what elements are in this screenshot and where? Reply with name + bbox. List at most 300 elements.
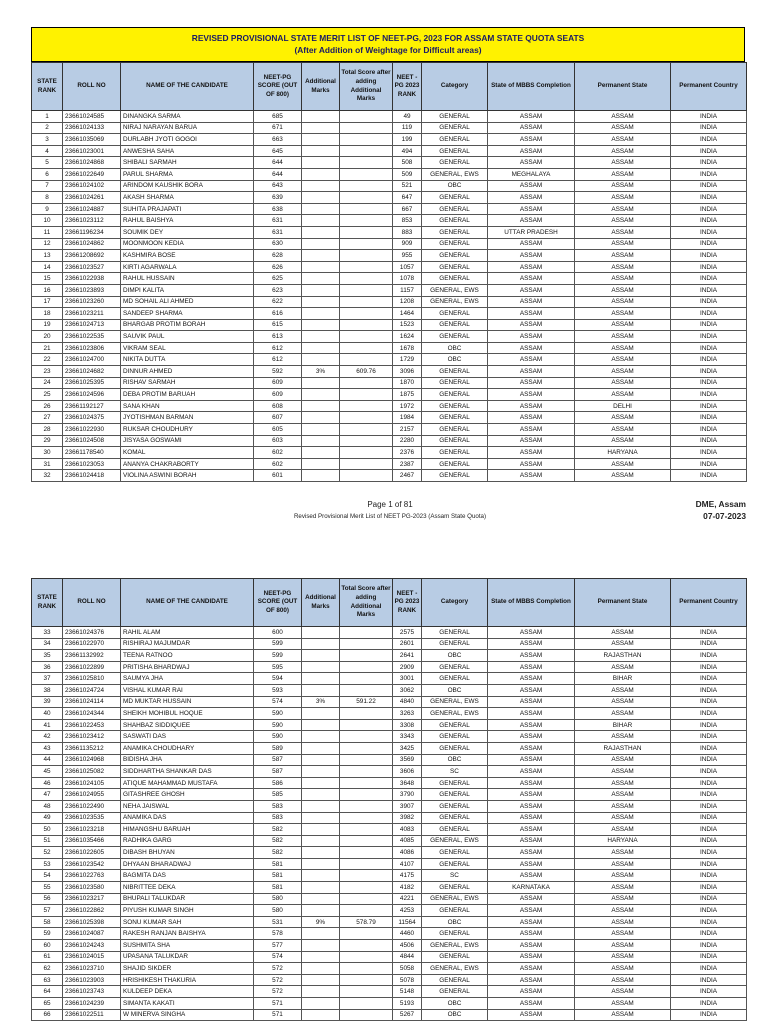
- cell-state-rank: 3: [32, 134, 63, 146]
- cell-state-rank: 28: [32, 424, 63, 436]
- cell-roll-no: 23661022899: [63, 661, 121, 673]
- cell-score: 671: [254, 122, 302, 134]
- table-row: [32, 366, 747, 378]
- cell-total-score: 609.76: [340, 366, 393, 378]
- header-state-rank: STATE RANK: [32, 579, 63, 627]
- cell-neet-rank: 199: [393, 134, 422, 146]
- cell-category: OBC: [422, 754, 488, 766]
- cell-mbbs-state: ASSAM: [488, 238, 575, 250]
- cell-state-rank: 20: [32, 331, 63, 343]
- cell-total-score: [340, 998, 393, 1010]
- cell-neet-rank: 1523: [393, 319, 422, 331]
- cell-state-rank: 66: [32, 1009, 63, 1021]
- cell-state-rank: 34: [32, 638, 63, 650]
- cell-name: NIBRITTEE DEKA: [121, 882, 254, 894]
- cell-mbbs-state: ASSAM: [488, 261, 575, 273]
- cell-total-score: [340, 168, 393, 180]
- table-row: [32, 940, 747, 952]
- cell-neet-rank: 1157: [393, 284, 422, 296]
- cell-additional-marks: [302, 122, 340, 134]
- table-row: [32, 157, 747, 169]
- cell-permanent-country: INDIA: [671, 974, 747, 986]
- cell-permanent-country: INDIA: [671, 168, 747, 180]
- table-row: [32, 273, 747, 285]
- cell-category: GENERAL: [422, 273, 488, 285]
- cell-permanent-state: ASSAM: [575, 916, 671, 928]
- cell-permanent-state: ASSAM: [575, 145, 671, 157]
- cell-category: GENERAL: [422, 145, 488, 157]
- cell-roll-no: 23661024596: [63, 389, 121, 401]
- cell-permanent-state: ASSAM: [575, 684, 671, 696]
- cell-mbbs-state: ASSAM: [488, 273, 575, 285]
- cell-permanent-country: INDIA: [671, 916, 747, 928]
- cell-roll-no: 23661022605: [63, 847, 121, 859]
- table-row: [32, 470, 747, 482]
- cell-permanent-country: INDIA: [671, 180, 747, 192]
- header-permanent-state: Permanent State: [575, 579, 671, 627]
- cell-total-score: [340, 661, 393, 673]
- cell-name: PIYUSH KUMAR SINGH: [121, 905, 254, 917]
- cell-score: 593: [254, 684, 302, 696]
- cell-neet-rank: 2575: [393, 627, 422, 639]
- cell-mbbs-state: ASSAM: [488, 812, 575, 824]
- cell-score: 630: [254, 238, 302, 250]
- cell-total-score: [340, 719, 393, 731]
- cell-neet-rank: 5058: [393, 963, 422, 975]
- cell-permanent-country: INDIA: [671, 319, 747, 331]
- cell-name: SHIBALI SARMAH: [121, 157, 254, 169]
- cell-score: 615: [254, 319, 302, 331]
- cell-additional-marks: [302, 308, 340, 320]
- cell-additional-marks: [302, 731, 340, 743]
- cell-category: OBC: [422, 650, 488, 662]
- table-row: [32, 226, 747, 238]
- cell-mbbs-state: ASSAM: [488, 331, 575, 343]
- cell-neet-rank: 4460: [393, 928, 422, 940]
- cell-mbbs-state: ASSAM: [488, 835, 575, 847]
- cell-permanent-country: INDIA: [671, 893, 747, 905]
- cell-additional-marks: [302, 789, 340, 801]
- cell-roll-no: 23661023710: [63, 963, 121, 975]
- table-row: [32, 951, 747, 963]
- cell-additional-marks: [302, 331, 340, 343]
- cell-roll-no: 23661024887: [63, 203, 121, 215]
- cell-total-score: [340, 870, 393, 882]
- cell-permanent-country: INDIA: [671, 215, 747, 227]
- cell-category: GENERAL: [422, 111, 488, 123]
- cell-neet-rank: 4175: [393, 870, 422, 882]
- table-row: [32, 893, 747, 905]
- cell-category: SC: [422, 870, 488, 882]
- cell-total-score: 591.22: [340, 696, 393, 708]
- cell-neet-rank: 1057: [393, 261, 422, 273]
- cell-permanent-state: ASSAM: [575, 284, 671, 296]
- cell-permanent-state: ASSAM: [575, 168, 671, 180]
- cell-permanent-state: ASSAM: [575, 1009, 671, 1021]
- cell-category: GENERAL: [422, 789, 488, 801]
- cell-permanent-country: INDIA: [671, 847, 747, 859]
- cell-permanent-country: INDIA: [671, 882, 747, 894]
- table-row: [32, 122, 747, 134]
- cell-total-score: [340, 940, 393, 952]
- cell-roll-no: 23661024087: [63, 928, 121, 940]
- cell-roll-no: 23661192127: [63, 400, 121, 412]
- cell-mbbs-state: ASSAM: [488, 111, 575, 123]
- cell-category: GENERAL: [422, 742, 488, 754]
- cell-category: GENERAL: [422, 627, 488, 639]
- table-row: [32, 928, 747, 940]
- cell-permanent-country: INDIA: [671, 928, 747, 940]
- cell-neet-rank: 3790: [393, 789, 422, 801]
- cell-category: GENERAL: [422, 986, 488, 998]
- header-neet-rank: NEET - PG 2023 RANK: [393, 579, 422, 627]
- cell-roll-no: 23661022763: [63, 870, 121, 882]
- cell-total-score: [340, 447, 393, 459]
- cell-category: GENERAL, EWS: [422, 963, 488, 975]
- cell-score: 631: [254, 226, 302, 238]
- cell-name: GITASHREE GHOSH: [121, 789, 254, 801]
- cell-roll-no: 23661025082: [63, 766, 121, 778]
- cell-neet-rank: 2157: [393, 424, 422, 436]
- cell-score: 643: [254, 180, 302, 192]
- cell-neet-rank: 1208: [393, 296, 422, 308]
- cell-total-score: [340, 835, 393, 847]
- cell-permanent-state: ASSAM: [575, 215, 671, 227]
- cell-score: 605: [254, 424, 302, 436]
- cell-roll-no: 23661024713: [63, 319, 121, 331]
- cell-total-score: [340, 893, 393, 905]
- table-row: [32, 824, 747, 836]
- cell-state-rank: 47: [32, 789, 63, 801]
- cell-roll-no: 23661023893: [63, 284, 121, 296]
- cell-category: GENERAL, EWS: [422, 893, 488, 905]
- cell-state-rank: 10: [32, 215, 63, 227]
- cell-roll-no: 23661024375: [63, 412, 121, 424]
- table-row: [32, 342, 747, 354]
- table-row: [32, 319, 747, 331]
- cell-permanent-country: INDIA: [671, 458, 747, 470]
- cell-permanent-country: INDIA: [671, 650, 747, 662]
- cell-roll-no: 23661022862: [63, 905, 121, 917]
- cell-total-score: [340, 238, 393, 250]
- table-row: [32, 754, 747, 766]
- cell-additional-marks: [302, 998, 340, 1010]
- cell-name: RUKSAR CHOUDHURY: [121, 424, 254, 436]
- cell-state-rank: 41: [32, 719, 63, 731]
- cell-mbbs-state: ASSAM: [488, 354, 575, 366]
- cell-additional-marks: [302, 905, 340, 917]
- cell-neet-rank: 3096: [393, 366, 422, 378]
- cell-score: 571: [254, 1009, 302, 1021]
- cell-additional-marks: [302, 180, 340, 192]
- cell-score: 587: [254, 766, 302, 778]
- cell-permanent-state: ASSAM: [575, 963, 671, 975]
- table-row: [32, 145, 747, 157]
- cell-state-rank: 43: [32, 742, 63, 754]
- cell-additional-marks: [302, 719, 340, 731]
- cell-roll-no: 23661023412: [63, 731, 121, 743]
- table-row: [32, 963, 747, 975]
- cell-score: 571: [254, 998, 302, 1010]
- cell-name: ARINDOM KAUSHIK BORA: [121, 180, 254, 192]
- cell-neet-rank: 3569: [393, 754, 422, 766]
- cell-state-rank: 65: [32, 998, 63, 1010]
- cell-state-rank: 9: [32, 203, 63, 215]
- cell-name: HIMANGSHU BARUAH: [121, 824, 254, 836]
- cell-permanent-state: ASSAM: [575, 250, 671, 262]
- cell-mbbs-state: ASSAM: [488, 296, 575, 308]
- header-mbbs-state: State of MBBS Completion: [488, 63, 575, 111]
- cell-state-rank: 44: [32, 754, 63, 766]
- table-row: [32, 111, 747, 123]
- cell-additional-marks: [302, 638, 340, 650]
- cell-category: GENERAL: [422, 203, 488, 215]
- cell-roll-no: 23661025395: [63, 377, 121, 389]
- cell-permanent-state: ASSAM: [575, 458, 671, 470]
- cell-roll-no: 23661196234: [63, 226, 121, 238]
- cell-total-score: [340, 963, 393, 975]
- cell-category: GENERAL: [422, 192, 488, 204]
- cell-permanent-state: ASSAM: [575, 435, 671, 447]
- cell-permanent-state: ASSAM: [575, 812, 671, 824]
- cell-neet-rank: 1972: [393, 400, 422, 412]
- cell-permanent-country: INDIA: [671, 238, 747, 250]
- cell-neet-rank: 1464: [393, 308, 422, 320]
- cell-mbbs-state: ASSAM: [488, 134, 575, 146]
- cell-name: DURLABH JYOTI GOGOI: [121, 134, 254, 146]
- cell-permanent-state: ASSAM: [575, 870, 671, 882]
- table-row: [32, 168, 747, 180]
- cell-additional-marks: [302, 296, 340, 308]
- cell-permanent-state: ASSAM: [575, 951, 671, 963]
- cell-state-rank: 24: [32, 377, 63, 389]
- cell-additional-marks: [302, 238, 340, 250]
- cell-name: ANWESHA SAHA: [121, 145, 254, 157]
- cell-permanent-country: INDIA: [671, 308, 747, 320]
- cell-additional-marks: [302, 377, 340, 389]
- cell-mbbs-state: ASSAM: [488, 342, 575, 354]
- table-header-row: [32, 63, 747, 111]
- table-row: [32, 331, 747, 343]
- cell-total-score: [340, 284, 393, 296]
- table-row: [32, 238, 747, 250]
- header-additional-marks: Additional Marks: [302, 63, 340, 111]
- cell-additional-marks: [302, 673, 340, 685]
- cell-total-score: [340, 731, 393, 743]
- cell-additional-marks: [302, 847, 340, 859]
- cell-state-rank: 52: [32, 847, 63, 859]
- cell-permanent-state: ASSAM: [575, 789, 671, 801]
- cell-state-rank: 35: [32, 650, 63, 662]
- cell-permanent-state: ASSAM: [575, 754, 671, 766]
- cell-category: GENERAL: [422, 858, 488, 870]
- cell-total-score: [340, 122, 393, 134]
- cell-roll-no: 23661024724: [63, 684, 121, 696]
- cell-category: SC: [422, 766, 488, 778]
- cell-additional-marks: [302, 192, 340, 204]
- table-row: [32, 447, 747, 459]
- cell-total-score: [340, 226, 393, 238]
- cell-additional-marks: [302, 928, 340, 940]
- header-category: Category: [422, 63, 488, 111]
- cell-score: 595: [254, 661, 302, 673]
- cell-mbbs-state: ASSAM: [488, 650, 575, 662]
- cell-neet-rank: 4085: [393, 835, 422, 847]
- cell-score: 582: [254, 847, 302, 859]
- cell-permanent-country: INDIA: [671, 296, 747, 308]
- cell-total-score: [340, 331, 393, 343]
- cell-permanent-state: ASSAM: [575, 226, 671, 238]
- cell-category: GENERAL, EWS: [422, 940, 488, 952]
- header-state-rank: STATE RANK: [32, 63, 63, 111]
- cell-score: 583: [254, 812, 302, 824]
- cell-permanent-country: INDIA: [671, 684, 747, 696]
- cell-score: 582: [254, 835, 302, 847]
- cell-state-rank: 13: [32, 250, 63, 262]
- cell-category: GENERAL: [422, 157, 488, 169]
- cell-name: RAHIL ALAM: [121, 627, 254, 639]
- cell-name: VIOLINA ASWINI BORAH: [121, 470, 254, 482]
- cell-roll-no: 23661024868: [63, 157, 121, 169]
- cell-state-rank: 16: [32, 284, 63, 296]
- cell-neet-rank: 2909: [393, 661, 422, 673]
- cell-permanent-state: ASSAM: [575, 627, 671, 639]
- cell-category: GENERAL: [422, 458, 488, 470]
- cell-permanent-country: INDIA: [671, 858, 747, 870]
- table-row: [32, 847, 747, 859]
- cell-state-rank: 30: [32, 447, 63, 459]
- cell-permanent-state: ASSAM: [575, 412, 671, 424]
- cell-permanent-country: INDIA: [671, 754, 747, 766]
- cell-roll-no: 23661024239: [63, 998, 121, 1010]
- cell-state-rank: 25: [32, 389, 63, 401]
- cell-total-score: [340, 250, 393, 262]
- cell-state-rank: 37: [32, 673, 63, 685]
- cell-total-score: [340, 627, 393, 639]
- cell-mbbs-state: ASSAM: [488, 400, 575, 412]
- cell-roll-no: 23661024418: [63, 470, 121, 482]
- cell-score: 608: [254, 400, 302, 412]
- cell-permanent-state: ASSAM: [575, 111, 671, 123]
- table-row: [32, 974, 747, 986]
- cell-roll-no: 23661023527: [63, 261, 121, 273]
- cell-name: SASWATI DAS: [121, 731, 254, 743]
- cell-neet-rank: 853: [393, 215, 422, 227]
- cell-name: UPASANA TALUKDAR: [121, 951, 254, 963]
- cell-name: VIKRAM SEAL: [121, 342, 254, 354]
- table-row: [32, 696, 747, 708]
- list-subtitle: (After Addition of Weightage for Difficult areas): [294, 45, 482, 55]
- cell-roll-no: 23661022535: [63, 331, 121, 343]
- table-body: [32, 627, 747, 1021]
- cell-neet-rank: 3308: [393, 719, 422, 731]
- cell-additional-marks: [302, 168, 340, 180]
- cell-roll-no: 23661132992: [63, 650, 121, 662]
- cell-mbbs-state: ASSAM: [488, 824, 575, 836]
- cell-neet-rank: 3606: [393, 766, 422, 778]
- cell-neet-rank: 5078: [393, 974, 422, 986]
- cell-mbbs-state: ASSAM: [488, 940, 575, 952]
- cell-roll-no: 23661024862: [63, 238, 121, 250]
- cell-permanent-country: INDIA: [671, 731, 747, 743]
- cell-permanent-country: INDIA: [671, 870, 747, 882]
- cell-permanent-country: INDIA: [671, 719, 747, 731]
- cell-total-score: [340, 180, 393, 192]
- cell-score: 581: [254, 858, 302, 870]
- cell-mbbs-state: ASSAM: [488, 905, 575, 917]
- cell-state-rank: 45: [32, 766, 63, 778]
- cell-additional-marks: [302, 250, 340, 262]
- cell-permanent-country: INDIA: [671, 940, 747, 952]
- cell-score: 631: [254, 215, 302, 227]
- cell-additional-marks: 9%: [302, 916, 340, 928]
- cell-score: 685: [254, 111, 302, 123]
- cell-neet-rank: 5267: [393, 1009, 422, 1021]
- cell-permanent-country: INDIA: [671, 777, 747, 789]
- cell-roll-no: 23661178540: [63, 447, 121, 459]
- cell-total-score: [340, 928, 393, 940]
- cell-total-score: [340, 800, 393, 812]
- cell-neet-rank: 2376: [393, 447, 422, 459]
- cell-permanent-country: INDIA: [671, 963, 747, 975]
- cell-neet-rank: 4253: [393, 905, 422, 917]
- cell-total-score: [340, 424, 393, 436]
- cell-state-rank: 22: [32, 354, 63, 366]
- cell-permanent-country: INDIA: [671, 986, 747, 998]
- cell-roll-no: 23661023535: [63, 812, 121, 824]
- cell-name: JISYASA GOSWAMI: [121, 435, 254, 447]
- cell-category: GENERAL: [422, 928, 488, 940]
- cell-neet-rank: 4844: [393, 951, 422, 963]
- cell-neet-rank: 521: [393, 180, 422, 192]
- cell-state-rank: 6: [32, 168, 63, 180]
- table-header-row: [32, 579, 747, 627]
- cell-mbbs-state: MEGHALAYA: [488, 168, 575, 180]
- cell-name: NEHA JAISWAL: [121, 800, 254, 812]
- cell-roll-no: 23661024243: [63, 940, 121, 952]
- cell-permanent-state: ASSAM: [575, 261, 671, 273]
- cell-state-rank: 14: [32, 261, 63, 273]
- cell-roll-no: 23661024700: [63, 354, 121, 366]
- cell-neet-rank: 1870: [393, 377, 422, 389]
- cell-permanent-state: ASSAM: [575, 777, 671, 789]
- cell-name: SIDDHARTHA SHANKAR DAS: [121, 766, 254, 778]
- cell-category: OBC: [422, 1009, 488, 1021]
- cell-additional-marks: [302, 435, 340, 447]
- cell-additional-marks: [302, 708, 340, 720]
- cell-category: GENERAL: [422, 400, 488, 412]
- cell-roll-no: 23661024261: [63, 192, 121, 204]
- cell-mbbs-state: ASSAM: [488, 661, 575, 673]
- header-additional-marks: Additional Marks: [302, 579, 340, 627]
- cell-state-rank: 56: [32, 893, 63, 905]
- cell-score: 623: [254, 284, 302, 296]
- cell-score: 638: [254, 203, 302, 215]
- cell-mbbs-state: UTTAR PRADESH: [488, 226, 575, 238]
- cell-roll-no: 23661022490: [63, 800, 121, 812]
- cell-name: DIBASH BHUYAN: [121, 847, 254, 859]
- cell-mbbs-state: ASSAM: [488, 754, 575, 766]
- issuer-block: [696, 498, 746, 522]
- cell-roll-no: 23661022930: [63, 424, 121, 436]
- cell-mbbs-state: ASSAM: [488, 638, 575, 650]
- cell-mbbs-state: ASSAM: [488, 389, 575, 401]
- cell-category: GENERAL: [422, 731, 488, 743]
- cell-permanent-state: ASSAM: [575, 661, 671, 673]
- cell-neet-rank: 4086: [393, 847, 422, 859]
- cell-total-score: [340, 319, 393, 331]
- table-row: [32, 354, 747, 366]
